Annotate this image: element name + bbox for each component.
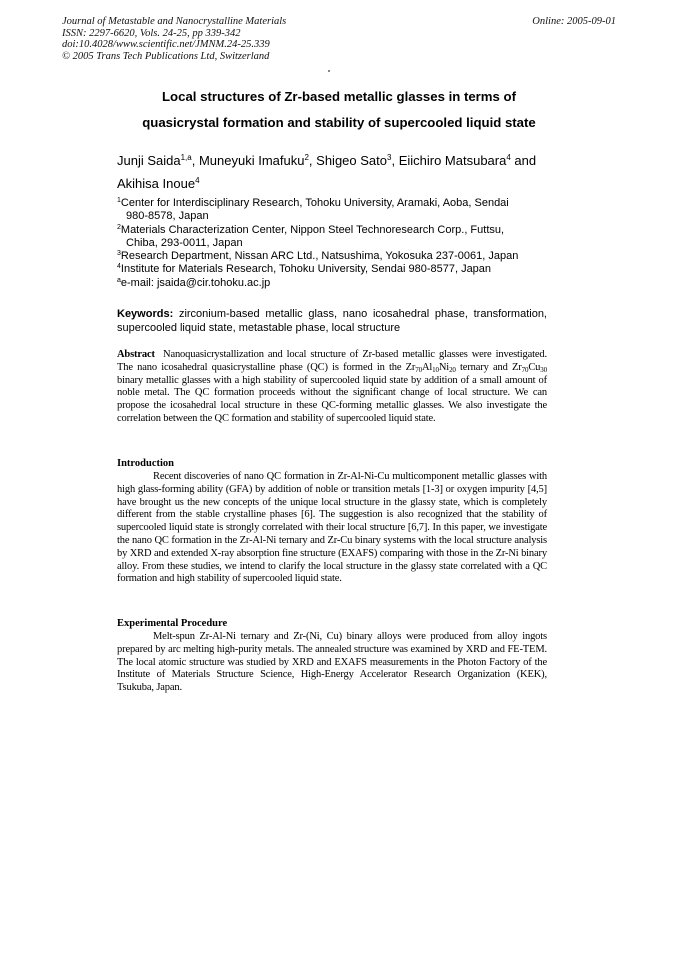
abstract-label: Abstract: [117, 349, 155, 360]
author-affil-mark: 4: [506, 153, 511, 162]
author-name: Muneyuki Imafuku: [198, 153, 305, 168]
author-conjunction: and: [514, 153, 537, 168]
affiliation-4: $^4$Institute for Materials Research, Tohoku University, Sendai 980-8577, Japan: [117, 263, 492, 276]
copyright-line: © 2005 Trans Tech Publications Ltd, Switzerland: [62, 50, 270, 62]
section-heading-experimental: Experimental Procedure: [117, 618, 228, 629]
corresponding-email[interactable]: $^a$e-mail: jsaida@cir.tohoku.ac.jp: [117, 276, 271, 289]
author-list-line-2: [117, 172, 547, 196]
author-name: Junji Saida: [117, 153, 181, 168]
author-name: Eiichiro Matsubara: [398, 153, 507, 168]
author-affil-mark: 3: [387, 153, 392, 162]
author-affil-mark: 2: [304, 153, 309, 162]
affiliation-2: $^2$Materials Characterization Center, Nippon Steel Technoresearch Corp., Futtsu, Chiba, 293-0011, Japan: [117, 223, 505, 249]
author-name: Akihisa Inoue: [117, 176, 196, 191]
speck-mark: [328, 70, 330, 72]
keywords-text: zirconium-based metallic glass, nano icosahedral phase, transformation, supercooled liquid state, metastable phase, local structure: [117, 308, 547, 334]
keywords: [117, 308, 547, 335]
abstract: Abstract Nanoquasicrystallization and local structure of Zr-based metallic glasses were investigated. The nano icosahedral quasicrystalline phase (QC) is formed in the $Zr_{70}Al_{10}Ni_{20}$ ternary and $Zr_{70}Cu_{30}$ binary metallic glasses with a high stability of supercooled liquid state by addition of a small amount of noble metal. The QC formation proceeds without the significant change of local structure. We can propose the icosahedral local structure in these QC-forming metallic glasses. We also investigate the correlation between the QC formation and stability of supercooled liquid state.: [117, 349, 548, 424]
paper-title-line-1: Local structures of Zr-based metallic glasses in terms of: [162, 89, 516, 104]
author-name: Shigeo Sato: [316, 153, 387, 168]
author-list-line-1: Junji Saida$^{1,a}$, Muneyuki Imafuku$^2$, Shigeo Sato$^3$, Eiichiro Matsubara$^4$ and: [117, 153, 537, 168]
journal-name: Journal of Metastable and Nanocrystalline Materials: [62, 16, 287, 27]
issn-line: ISSN: 2297-6620, Vols. 24-25, pp 339-342: [62, 27, 241, 39]
doi-line[interactable]: doi:10.4028/www.scientific.net/JMNM.24-25.339: [62, 39, 270, 50]
keywords-label: Keywords:: [117, 308, 174, 320]
affiliations: [117, 197, 547, 290]
paper-title-line-2: quasicrystal formation and stability of supercooled liquid state: [142, 115, 536, 130]
section-heading-introduction: Introduction: [117, 458, 174, 469]
affiliation-3: $^3$Research Department, Nissan ARC Ltd., Natsushima, Yokosuka 237-0061, Japan: [117, 250, 519, 263]
online-date: Online: 2005-09-01: [532, 16, 616, 27]
experimental-text: Melt-spun Zr-Al-Ni ternary and Zr-(Ni, Cu) binary alloys were produced from alloy ingots prepared by arc melting high-purity metals. The annealed structure was examined by XRD and FE-TEM. The local atomic structure was studied by XRD and EXAFS measurements in the Photon Factory of the Institute of Materials Structure Science, High-Energy Accelerator Research Organization (KEK), Tsukuba, Japan.: [117, 631, 547, 694]
author-affil-mark: 4: [195, 176, 200, 185]
author-affil-mark: 1,a: [180, 153, 192, 162]
introduction-text: Recent discoveries of nano QC formation in Zr-Al-Ni-Cu multicomponent metallic glasses with high glass-forming ability (GFA) by addition of noble or transition metals [1-3] or oxygen impurity [4,5] have brought us the new concepts of the unique local structure in the glassy state, which is completely different from the stable crystalline phases [6]. The suggestion is also recognized that the stability of supercooled liquid state is strongly correlated with their local structure [6,7]. In this paper, we investigate the nano QC formation in the Zr-Al-Ni ternary and Zr-Cu binary systems with the local structure analysis by XRD and extended X-ray absorption fine structure (EXAFS) comparing with those in the Zr-Ni binary alloy. From these studies, we intend to clarify the local structure in the glassy state correlated with a QC formation and high stability of supercooled liquid state.: [117, 471, 547, 585]
affiliation-1: $^1$Center for Interdisciplinary Research, Tohoku University, Aramaki, Aoba, Sendai 980-8578, Japan: [117, 197, 509, 223]
journal-header: [62, 16, 422, 62]
